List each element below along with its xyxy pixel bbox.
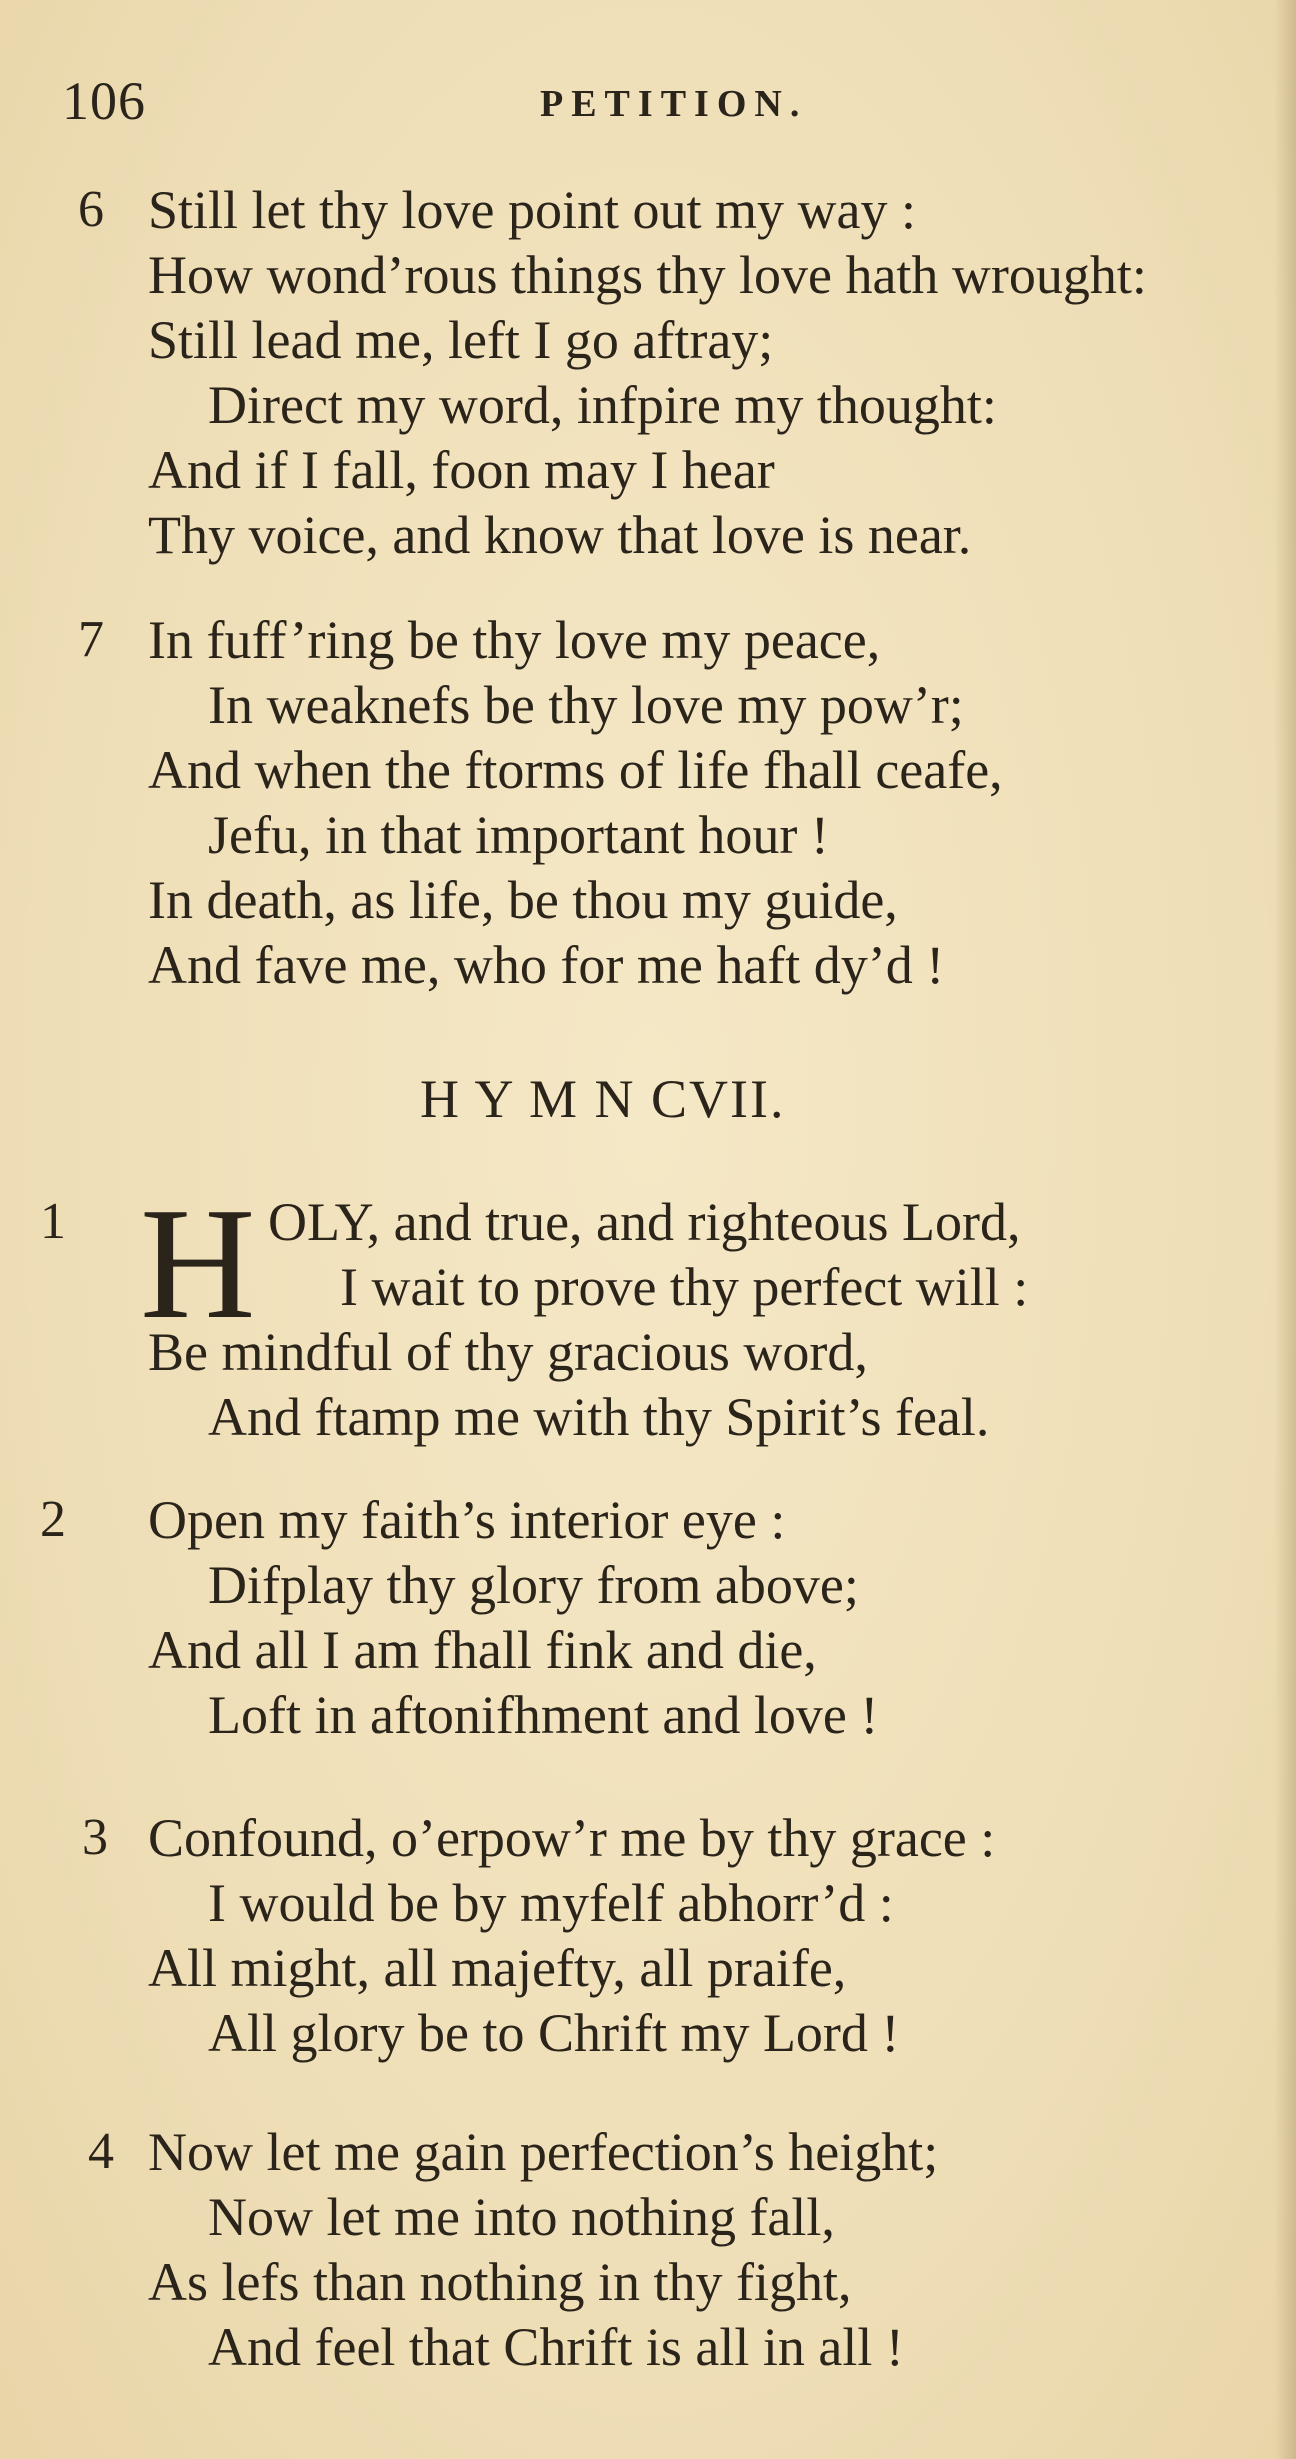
verse-number: 7 — [78, 611, 104, 668]
verse-line: As lefs than nothing in thy fight, — [148, 2252, 852, 2312]
verse-line: And fave me, who for me haft dy’d ! — [148, 935, 945, 995]
verse-line: Loft in aftonifhment and love ! — [208, 1685, 879, 1745]
verse-line: I wait to prove thy perfect will : — [340, 1257, 1029, 1317]
verse-line: Confound, o’erpow’r me by thy grace : — [148, 1808, 996, 1868]
verse-line: Thy voice, and know that love is near. — [148, 505, 972, 565]
verse-line: Now let me gain perfection’s height; — [148, 2122, 939, 2182]
verse-line: Now let me into nothing fall, — [208, 2187, 835, 2247]
verse-number: 4 — [88, 2123, 114, 2180]
verse-line: OLY, and true, and righteous Lord, — [268, 1192, 1021, 1252]
verse-line: And feel that Chrift is all in all ! — [208, 2317, 904, 2377]
verse-number: 2 — [40, 1491, 66, 1548]
page-header — [62, 70, 1212, 140]
verse-line: In weaknefs be thy love my pow’r; — [208, 675, 964, 735]
verse-line: All glory be to Chrift my Lord ! — [208, 2003, 900, 2063]
verse-number: 3 — [82, 1809, 108, 1866]
hymn-title: H Y M N CVII. — [420, 1069, 786, 1129]
verse-line: In death, as life, be thou my guide, — [148, 870, 898, 930]
verse-number: 1 — [40, 1193, 66, 1250]
verse-line: And all I am fhall fink and die, — [148, 1620, 817, 1680]
verse-line: How wond’rous things thy love hath wrought: — [148, 245, 1147, 305]
verse-line: All might, all majefty, all praife, — [148, 1938, 847, 1998]
verse-line: I would be by myfelf abhorr’d : — [208, 1873, 894, 1933]
verse-line: Be mindful of thy gracious word, — [148, 1322, 868, 1382]
verse-line: Still let thy love point out my way : — [148, 180, 916, 240]
page-edge-shadow — [1274, 0, 1296, 2459]
verse-line: Still lead me, left I go aftray; — [148, 310, 774, 370]
verse-line: And ftamp me with thy Spirit’s feal. — [208, 1387, 990, 1447]
page-number: 106 — [62, 71, 146, 131]
verse-line: Open my faith’s interior eye : — [148, 1490, 786, 1550]
verse-line: In fuff’ring be thy love my peace, — [148, 610, 881, 670]
running-head: PETITION. — [540, 83, 808, 125]
verse-line: And when the ftorms of life fhall ceafe, — [148, 740, 1003, 800]
verse-line: Direct my word, infpire my thought: — [208, 375, 997, 435]
drop-cap: H — [140, 1174, 256, 1352]
verse-line: And if I fall, foon may I hear — [148, 440, 775, 500]
verse-line: Jefu, in that important hour ! — [208, 805, 829, 865]
verse-line: Difplay thy glory from above; — [208, 1555, 859, 1615]
verse-number: 6 — [78, 181, 104, 238]
